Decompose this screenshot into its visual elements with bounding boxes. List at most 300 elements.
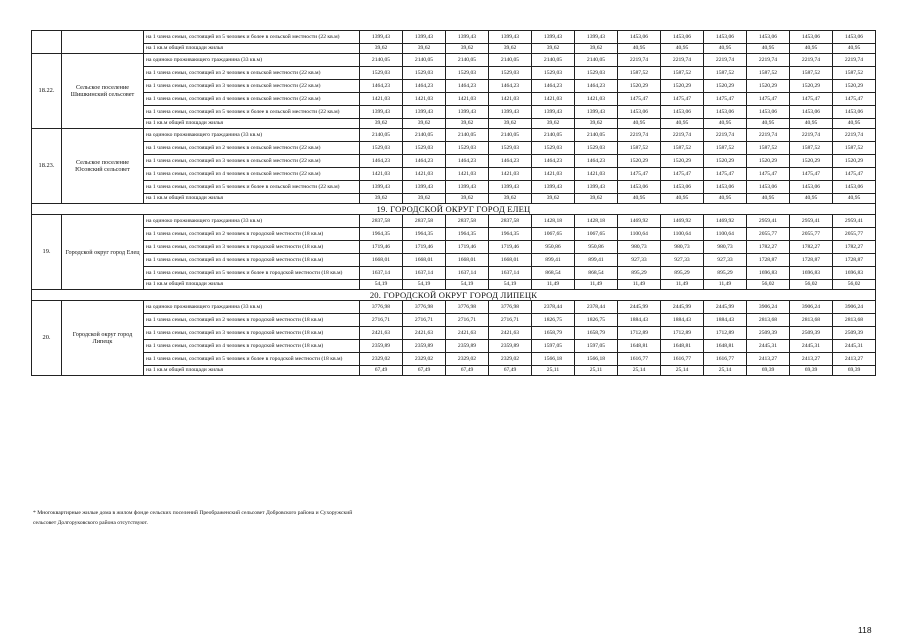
value-cell: 1464,23 <box>489 80 532 93</box>
value-cell: 2359,89 <box>403 340 446 353</box>
value-cell: 1826,75 <box>532 314 575 327</box>
description-cell: на 1 члена семьи, состоящей из 2 человек в сельской местности (22 кв.м) <box>144 67 360 80</box>
description-cell: на 1 члена семьи, состоящей из 3 человек в городской местности (18 кв.м) <box>144 327 360 340</box>
value-cell: 1696,83 <box>747 267 790 280</box>
value-cell: 2219,74 <box>661 54 704 67</box>
value-cell: 40,95 <box>704 194 747 204</box>
value-cell: 2813,68 <box>790 314 833 327</box>
value-cell: 3906,24 <box>790 301 833 314</box>
value-cell: 1587,52 <box>790 142 833 155</box>
value-cell: 1884,43 <box>618 314 661 327</box>
value-cell: 2140,05 <box>532 54 575 67</box>
value-cell: 56,02 <box>833 280 876 290</box>
value-cell: 1587,52 <box>833 142 876 155</box>
value-cell: 1421,03 <box>446 93 489 106</box>
value-cell: 1529,03 <box>446 67 489 80</box>
value-cell: 2959,41 <box>747 215 790 228</box>
value-cell: 1067,65 <box>532 228 575 241</box>
value-cell: 2837,58 <box>403 215 446 228</box>
table-row <box>32 280 876 290</box>
value-cell: 11,49 <box>661 280 704 290</box>
value-cell: 2219,74 <box>747 54 790 67</box>
value-cell: 1399,43 <box>575 106 618 119</box>
value-cell: 1421,03 <box>489 93 532 106</box>
value-cell: 1719,46 <box>403 241 446 254</box>
value-cell: 1587,52 <box>704 67 747 80</box>
value-cell: 40,95 <box>747 44 790 54</box>
value-cell: 1421,03 <box>532 93 575 106</box>
table-row <box>32 215 876 228</box>
value-cell: 2837,58 <box>489 215 532 228</box>
value-cell: 2055,77 <box>790 228 833 241</box>
value-cell: 1637,14 <box>403 267 446 280</box>
value-cell: 1399,43 <box>360 31 403 44</box>
value-cell: 1616,77 <box>618 353 661 366</box>
value-cell: 39,62 <box>532 44 575 54</box>
value-cell: 1469,92 <box>661 215 704 228</box>
value-cell: 1464,23 <box>360 155 403 168</box>
value-cell: 2219,74 <box>790 129 833 142</box>
value-cell: 1637,14 <box>489 267 532 280</box>
table-row <box>32 301 876 314</box>
value-cell: 1067,65 <box>575 228 618 241</box>
value-cell: 1399,43 <box>446 31 489 44</box>
value-cell: 980,73 <box>661 241 704 254</box>
description-cell: на 1 члена семьи, состоящей из 5 человек и более в сельской местности (22 кв.м) <box>144 181 360 194</box>
table-row <box>32 129 876 142</box>
value-cell: 1100,64 <box>618 228 661 241</box>
value-cell: 1421,03 <box>403 93 446 106</box>
value-cell: 40,95 <box>618 44 661 54</box>
value-cell: 1712,89 <box>618 327 661 340</box>
value-cell: 2329,02 <box>360 353 403 366</box>
value-cell: 1587,52 <box>618 142 661 155</box>
value-cell: 39,62 <box>446 194 489 204</box>
value-cell: 11,49 <box>704 280 747 290</box>
value-cell: 1668,01 <box>489 254 532 267</box>
value-cell: 1529,03 <box>446 142 489 155</box>
value-cell: 950,86 <box>532 241 575 254</box>
value-cell: 2959,41 <box>790 215 833 228</box>
value-cell: 1453,06 <box>747 31 790 44</box>
value-cell: 1464,23 <box>489 155 532 168</box>
table-row <box>32 267 876 280</box>
value-cell: 40,95 <box>833 119 876 129</box>
value-cell: 1696,83 <box>790 267 833 280</box>
value-cell: 1100,64 <box>661 228 704 241</box>
value-cell: 2813,68 <box>747 314 790 327</box>
value-cell: 1719,46 <box>360 241 403 254</box>
section-title: 20. ГОРОДСКОЙ ОКРУГ ГОРОД ЛИПЕЦК <box>32 290 876 301</box>
value-cell: 1728,87 <box>747 254 790 267</box>
value-cell: 1453,06 <box>833 31 876 44</box>
value-cell: 2140,05 <box>489 129 532 142</box>
value-cell: 927,33 <box>661 254 704 267</box>
value-cell: 1520,29 <box>618 80 661 93</box>
description-cell: на одиноко проживающего гражданина (33 кв.м) <box>144 301 360 314</box>
tariff-table <box>31 30 876 376</box>
value-cell: 67,49 <box>403 366 446 376</box>
value-cell: 2140,05 <box>360 54 403 67</box>
value-cell: 2421,63 <box>360 327 403 340</box>
value-cell: 1520,29 <box>833 80 876 93</box>
description-cell: на 1 члена семьи, состоящей из 3 человек в городской местности (18 кв.м) <box>144 241 360 254</box>
value-cell: 1587,52 <box>661 67 704 80</box>
value-cell: 1399,43 <box>575 181 618 194</box>
value-cell: 39,62 <box>575 194 618 204</box>
value-cell: 39,62 <box>360 44 403 54</box>
value-cell: 1728,87 <box>790 254 833 267</box>
value-cell: 1453,06 <box>661 106 704 119</box>
value-cell: 1648,81 <box>661 340 704 353</box>
value-cell: 3776,98 <box>489 301 532 314</box>
value-cell: 1529,03 <box>403 142 446 155</box>
description-cell: на 1 члена семьи, состоящей из 4 человек в сельской местности (22 кв.м) <box>144 93 360 106</box>
value-cell: 1453,06 <box>704 31 747 44</box>
value-cell: 56,02 <box>790 280 833 290</box>
value-cell: 2329,02 <box>403 353 446 366</box>
table-row <box>32 353 876 366</box>
value-cell: 1964,35 <box>446 228 489 241</box>
value-cell: 1529,03 <box>489 67 532 80</box>
value-cell: 895,29 <box>618 267 661 280</box>
value-cell: 1453,06 <box>704 181 747 194</box>
table-row <box>32 119 876 129</box>
value-cell: 1464,23 <box>403 155 446 168</box>
value-cell: 39,62 <box>446 119 489 129</box>
value-cell: 1520,29 <box>790 155 833 168</box>
value-cell: 2837,58 <box>446 215 489 228</box>
value-cell: 2219,74 <box>618 54 661 67</box>
value-cell: 899,41 <box>532 254 575 267</box>
value-cell: 1453,06 <box>833 181 876 194</box>
value-cell: 3906,24 <box>747 301 790 314</box>
value-cell: 40,95 <box>618 119 661 129</box>
value-cell: 2445,99 <box>618 301 661 314</box>
table-row <box>32 54 876 67</box>
value-cell: 2329,02 <box>489 353 532 366</box>
value-cell: 40,95 <box>661 44 704 54</box>
value-cell: 1529,03 <box>403 67 446 80</box>
value-cell: 1475,47 <box>790 93 833 106</box>
value-cell: 1464,23 <box>446 155 489 168</box>
value-cell: 1529,03 <box>532 142 575 155</box>
value-cell: 2509,39 <box>833 327 876 340</box>
value-cell: 2219,74 <box>747 129 790 142</box>
value-cell: 1453,06 <box>618 31 661 44</box>
value-cell: 2378,44 <box>532 301 575 314</box>
value-cell: 54,19 <box>489 280 532 290</box>
value-cell: 1884,43 <box>704 314 747 327</box>
value-cell: 1399,43 <box>403 106 446 119</box>
value-cell: 2219,74 <box>833 129 876 142</box>
value-cell: 2445,99 <box>661 301 704 314</box>
value-cell: 2359,89 <box>360 340 403 353</box>
value-cell: 1469,92 <box>704 215 747 228</box>
value-cell: 40,95 <box>790 194 833 204</box>
value-cell: 1529,03 <box>489 142 532 155</box>
value-cell: 1475,47 <box>833 168 876 181</box>
value-cell: 1464,23 <box>360 80 403 93</box>
value-cell: 2716,71 <box>403 314 446 327</box>
value-cell: 69,39 <box>833 366 876 376</box>
value-cell: 2445,31 <box>833 340 876 353</box>
value-cell: 67,49 <box>360 366 403 376</box>
value-cell: 1453,06 <box>661 181 704 194</box>
value-cell: 1453,06 <box>618 106 661 119</box>
description-cell: на 1 члена семьи, состоящей из 5 человек и более в сельской местности (22 кв.м) <box>144 31 360 44</box>
value-cell: 2055,77 <box>747 228 790 241</box>
table-row <box>32 44 876 54</box>
value-cell: 1520,29 <box>747 80 790 93</box>
value-cell: 1399,43 <box>489 181 532 194</box>
value-cell: 2413,27 <box>790 353 833 366</box>
value-cell: 1399,43 <box>575 31 618 44</box>
description-cell: на 1 кв.м общей площади жилья <box>144 194 360 204</box>
value-cell: 2140,05 <box>532 129 575 142</box>
value-cell: 1728,87 <box>833 254 876 267</box>
value-cell: 1712,89 <box>704 327 747 340</box>
value-cell: 39,62 <box>575 44 618 54</box>
value-cell: 2445,31 <box>790 340 833 353</box>
table-row <box>32 181 876 194</box>
value-cell: 3776,98 <box>360 301 403 314</box>
value-cell: 56,02 <box>747 280 790 290</box>
value-cell: 40,95 <box>747 194 790 204</box>
value-cell: 980,73 <box>704 241 747 254</box>
value-cell: 2219,74 <box>661 129 704 142</box>
value-cell: 39,62 <box>446 44 489 54</box>
description-cell: на 1 члена семьи, состоящей из 4 человек в городской местности (18 кв.м) <box>144 340 360 353</box>
footnote-line: * Многоквартирные жилые дома в жилом фонде сельских поселений Преображенский сельсовет Добровского района и Сухоружский <box>33 510 353 516</box>
value-cell: 1399,43 <box>360 106 403 119</box>
footnote <box>33 508 553 528</box>
value-cell: 1421,03 <box>532 168 575 181</box>
table-row <box>32 67 876 80</box>
value-cell: 1529,03 <box>575 67 618 80</box>
value-cell: 1421,03 <box>446 168 489 181</box>
value-cell: 1637,14 <box>446 267 489 280</box>
value-cell: 2716,71 <box>446 314 489 327</box>
value-cell: 1597,05 <box>532 340 575 353</box>
value-cell: 1520,29 <box>790 80 833 93</box>
value-cell: 2140,05 <box>446 54 489 67</box>
value-cell: 1520,29 <box>661 80 704 93</box>
description-cell: на 1 члена семьи, состоящей из 2 человек в городской местности (18 кв.м) <box>144 314 360 327</box>
value-cell: 2219,74 <box>833 54 876 67</box>
value-cell: 1658,79 <box>575 327 618 340</box>
value-cell: 1587,52 <box>833 67 876 80</box>
value-cell: 2140,05 <box>575 129 618 142</box>
value-cell: 2445,99 <box>704 301 747 314</box>
value-cell: 2716,71 <box>360 314 403 327</box>
description-cell: на 1 члена семьи, состоящей из 3 человек в сельской местности (22 кв.м) <box>144 155 360 168</box>
value-cell: 39,62 <box>489 44 532 54</box>
value-cell: 1782,27 <box>747 241 790 254</box>
section-header-row <box>32 290 876 301</box>
description-cell: на 1 члена семьи, состоящей из 5 человек и более в городской местности (18 кв.м) <box>144 353 360 366</box>
value-cell: 1399,43 <box>446 106 489 119</box>
value-cell: 40,95 <box>661 119 704 129</box>
value-cell: 39,62 <box>532 194 575 204</box>
value-cell: 1399,43 <box>532 106 575 119</box>
value-cell: 1464,23 <box>532 155 575 168</box>
value-cell: 40,95 <box>747 119 790 129</box>
value-cell: 25,14 <box>661 366 704 376</box>
description-cell: на одиноко проживающего гражданина (33 кв.м) <box>144 54 360 67</box>
value-cell: 2219,74 <box>704 54 747 67</box>
value-cell: 54,19 <box>403 280 446 290</box>
value-cell: 1475,47 <box>747 93 790 106</box>
value-cell: 1453,06 <box>790 31 833 44</box>
value-cell: 1399,43 <box>532 181 575 194</box>
value-cell: 67,49 <box>489 366 532 376</box>
value-cell: 927,33 <box>704 254 747 267</box>
value-cell: 2813,68 <box>833 314 876 327</box>
value-cell: 1453,06 <box>618 181 661 194</box>
value-cell: 1475,47 <box>661 93 704 106</box>
value-cell: 1696,83 <box>833 267 876 280</box>
value-cell: 25,14 <box>704 366 747 376</box>
row-number-cell: 18.22. <box>32 54 62 129</box>
value-cell: 1520,29 <box>833 155 876 168</box>
value-cell: 39,62 <box>403 194 446 204</box>
value-cell: 1421,03 <box>489 168 532 181</box>
row-number-cell <box>32 31 62 54</box>
description-cell: на 1 кв.м общей площади жилья <box>144 366 360 376</box>
value-cell: 39,62 <box>575 119 618 129</box>
value-cell: 1475,47 <box>704 93 747 106</box>
value-cell: 2509,39 <box>747 327 790 340</box>
description-cell: на 1 кв.м общей площади жилья <box>144 280 360 290</box>
table-row <box>32 142 876 155</box>
value-cell: 1637,14 <box>360 267 403 280</box>
value-cell: 39,62 <box>403 119 446 129</box>
value-cell: 39,62 <box>360 119 403 129</box>
value-cell: 2140,05 <box>489 54 532 67</box>
value-cell: 1464,23 <box>575 155 618 168</box>
value-cell: 950,86 <box>575 241 618 254</box>
value-cell: 2959,41 <box>833 215 876 228</box>
value-cell: 39,62 <box>532 119 575 129</box>
section-title: 19. ГОРОДСКОЙ ОКРУГ ГОРОД ЕЛЕЦ <box>32 204 876 215</box>
value-cell: 895,29 <box>704 267 747 280</box>
value-cell: 1421,03 <box>360 93 403 106</box>
table-row <box>32 254 876 267</box>
description-cell: на 1 члена семьи, состоящей из 3 человек в сельской местности (22 кв.м) <box>144 80 360 93</box>
row-number-cell: 20. <box>32 301 62 376</box>
value-cell: 1658,79 <box>532 327 575 340</box>
value-cell: 1399,43 <box>360 181 403 194</box>
description-cell: на одиноко проживающего гражданина (33 кв.м) <box>144 129 360 142</box>
value-cell: 1464,23 <box>532 80 575 93</box>
value-cell: 1421,03 <box>403 168 446 181</box>
value-cell: 2219,74 <box>704 129 747 142</box>
row-number-cell: 19. <box>32 215 62 290</box>
value-cell: 2413,27 <box>747 353 790 366</box>
value-cell: 3906,24 <box>833 301 876 314</box>
value-cell: 1469,92 <box>618 215 661 228</box>
value-cell: 1587,52 <box>704 142 747 155</box>
settlement-cell: Городской округ город Липецк <box>62 301 144 376</box>
table-row <box>32 327 876 340</box>
value-cell: 1529,03 <box>360 67 403 80</box>
value-cell: 2716,71 <box>489 314 532 327</box>
value-cell: 40,95 <box>704 44 747 54</box>
value-cell: 1453,06 <box>747 106 790 119</box>
value-cell: 1782,27 <box>790 241 833 254</box>
settlement-cell: Городской округ город Елец <box>62 215 144 290</box>
value-cell: 1464,23 <box>403 80 446 93</box>
value-cell: 1453,06 <box>790 106 833 119</box>
description-cell: на 1 члена семьи, состоящей из 2 человек в сельской местности (22 кв.м) <box>144 142 360 155</box>
value-cell: 1587,52 <box>747 142 790 155</box>
value-cell: 1520,29 <box>704 155 747 168</box>
value-cell: 39,62 <box>489 119 532 129</box>
value-cell: 40,95 <box>833 44 876 54</box>
value-cell: 1428,18 <box>532 215 575 228</box>
value-cell: 1529,03 <box>360 142 403 155</box>
value-cell: 1520,29 <box>704 80 747 93</box>
settlement-cell <box>62 31 144 54</box>
value-cell: 3776,98 <box>446 301 489 314</box>
page-number: 118 <box>858 625 872 635</box>
value-cell: 1399,43 <box>532 31 575 44</box>
table-row <box>32 314 876 327</box>
table-row <box>32 340 876 353</box>
value-cell: 1100,64 <box>704 228 747 241</box>
value-cell: 2837,58 <box>360 215 403 228</box>
value-cell: 39,62 <box>360 194 403 204</box>
settlement-cell: Сельское поселение Шишкинский сельсовет <box>62 54 144 129</box>
value-cell: 1719,46 <box>489 241 532 254</box>
value-cell: 1597,05 <box>575 340 618 353</box>
value-cell: 40,95 <box>661 194 704 204</box>
value-cell: 2445,31 <box>747 340 790 353</box>
value-cell: 54,19 <box>360 280 403 290</box>
value-cell: 2421,63 <box>446 327 489 340</box>
value-cell: 1453,06 <box>661 31 704 44</box>
value-cell: 40,95 <box>618 194 661 204</box>
table-row <box>32 155 876 168</box>
table-row <box>32 93 876 106</box>
table-row <box>32 228 876 241</box>
value-cell: 1712,89 <box>661 327 704 340</box>
value-cell: 1964,35 <box>403 228 446 241</box>
section-header-row <box>32 204 876 215</box>
value-cell: 1719,46 <box>446 241 489 254</box>
value-cell: 1566,18 <box>532 353 575 366</box>
value-cell: 1587,52 <box>618 67 661 80</box>
value-cell: 1529,03 <box>532 67 575 80</box>
value-cell: 1475,47 <box>618 93 661 106</box>
value-cell: 1782,27 <box>833 241 876 254</box>
table-row <box>32 194 876 204</box>
value-cell: 2219,74 <box>790 54 833 67</box>
value-cell: 2055,77 <box>833 228 876 241</box>
value-cell: 54,19 <box>446 280 489 290</box>
row-number-cell: 18.23. <box>32 129 62 204</box>
value-cell: 1428,18 <box>575 215 618 228</box>
value-cell: 2140,05 <box>575 54 618 67</box>
value-cell: 1475,47 <box>704 168 747 181</box>
value-cell: 1464,23 <box>575 80 618 93</box>
value-cell: 1421,03 <box>575 93 618 106</box>
value-cell: 2219,74 <box>618 129 661 142</box>
value-cell: 40,95 <box>833 194 876 204</box>
value-cell: 1826,75 <box>575 314 618 327</box>
value-cell: 67,49 <box>446 366 489 376</box>
